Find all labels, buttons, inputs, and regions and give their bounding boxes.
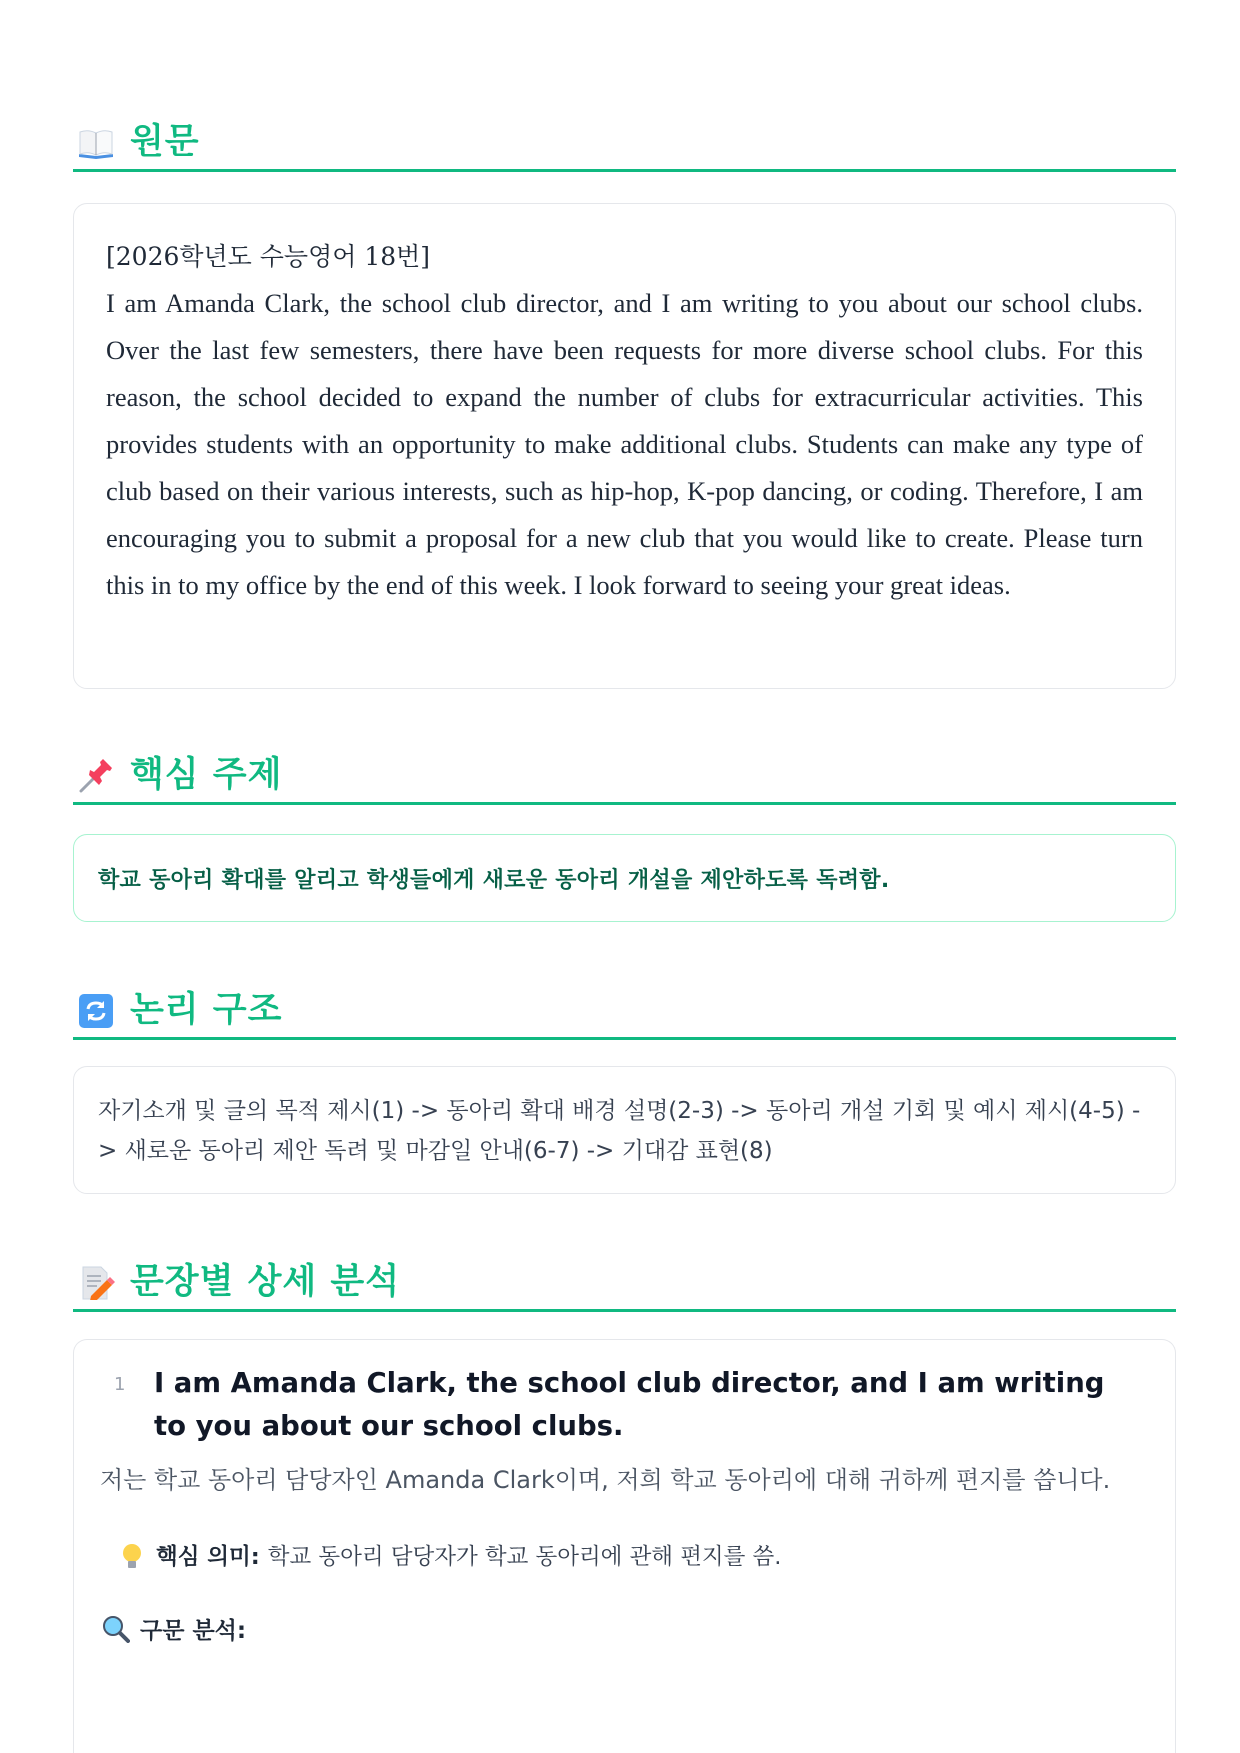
core-meaning: [120, 1540, 781, 1574]
syntax-analysis-label: 구문 분석:: [140, 1618, 247, 1644]
section-header-original: [73, 112, 1176, 172]
original-text-box: [73, 203, 1176, 689]
magnifier-icon: [102, 1615, 130, 1643]
sentence-korean: 저는 학교 동아리 담당자인 Amanda Clark이며, 저희 학교 동아리에 대해 귀하께 편지를 씁니다.: [100, 1466, 1111, 1494]
section-title: 원문: [130, 122, 200, 162]
section-title: 논리 구조: [130, 990, 283, 1030]
theme-text: 학교 동아리 확대를 알리고 학생들에게 새로운 동아리 개설을 제안하도록 독려함.: [98, 867, 890, 893]
section-title: 문장별 상세 분석: [130, 1262, 401, 1302]
logic-box: [73, 1066, 1176, 1194]
core-meaning-text: 학교 동아리 담당자가 학교 동아리에 관해 편지를 씀.: [267, 1544, 782, 1570]
original-passage: I am Amanda Clark, the school club director, and I am writing to you about our school clubs. Over the last few semesters, there have been requests for more diverse school clubs. For this reason, the school decided to expand the number of clubs for extracurricular activities. This provides students with an opportunity to make additional clubs. Students can make any type of club based on their various interests, such as hip-hop, K-pop dancing, or coding. Therefore, I am encouraging you to submit a proposal for a new club that you would like to create. Please turn this in to my office by the end of this week. I look forward to seeing your great ideas.: [106, 288, 1143, 600]
open-book-icon: [77, 126, 115, 160]
section-header-detail: [73, 1252, 1176, 1312]
question-source-label: [2026학년도 수능영어 18번]: [106, 242, 431, 271]
refresh-arrows-icon: [77, 994, 115, 1028]
theme-box: [73, 834, 1176, 922]
sentence-number: 1: [114, 1374, 126, 1395]
section-header-logic: [73, 980, 1176, 1040]
logic-flow-text: 자기소개 및 글의 목적 제시(1) -> 동아리 확대 배경 설명(2-3) -> 동아리 개설 기회 및 예시 제시(4-5) -> 새로운 동아리 제안 독려 및 마감일 안내(6-7) -> 기대감 표현(8): [98, 1098, 1141, 1164]
section-title: 핵심 주제: [130, 755, 283, 795]
syntax-analysis-heading: [102, 1612, 246, 1645]
sentence-card: [73, 1339, 1176, 1753]
core-meaning-label: 핵심 의미:: [156, 1544, 260, 1570]
section-header-theme: [73, 745, 1176, 805]
pushpin-icon: [77, 759, 115, 793]
memo-pencil-icon: [77, 1266, 115, 1300]
light-bulb-icon: [120, 1543, 144, 1571]
sentence-english: I am Amanda Clark, the school club director, and I am writing to you about our school clubs.: [154, 1367, 1105, 1442]
